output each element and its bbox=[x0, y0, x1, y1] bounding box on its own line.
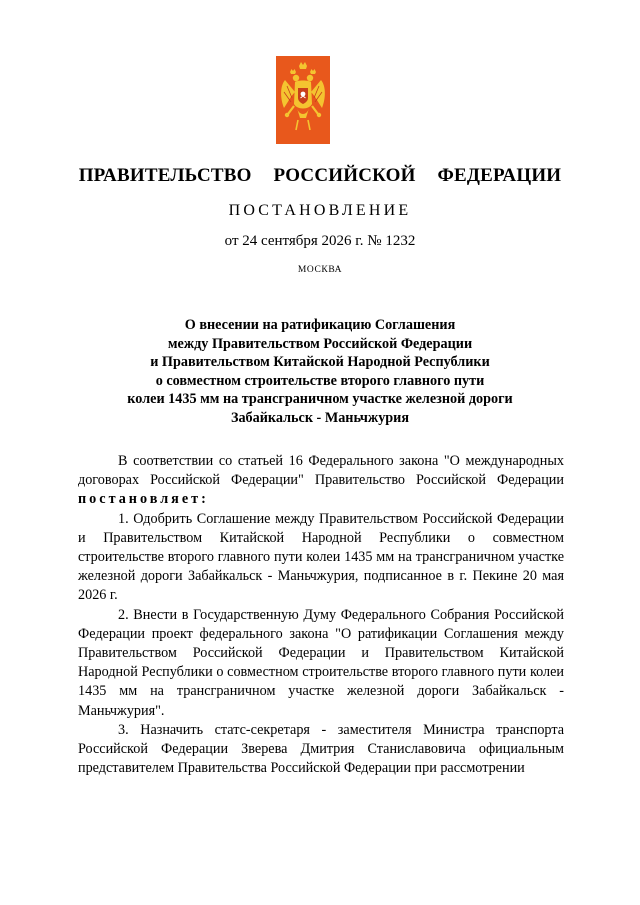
subject-line: колеи 1435 мм на трансграничном участке железной дороги bbox=[127, 391, 513, 407]
subject-line: О внесении на ратификацию Соглашения bbox=[184, 317, 456, 333]
subject-line: о совместном строительстве второго главного пути bbox=[155, 372, 485, 389]
preamble-paragraph bbox=[78, 452, 564, 510]
government-title: ПРАВИТЕЛЬСТВО РОССИЙСКОЙ ФЕДЕРАЦИИ bbox=[78, 165, 562, 186]
subject-line: Забайкальск - Маньчжурия bbox=[230, 409, 410, 426]
preamble-text: В соответствии со статьей 16 Федерального закона "О международных договорах Российской Федерации" Правительство Российской Федерации bbox=[78, 453, 564, 489]
resolution-item-1: 1. Одобрить Соглашение между Правительством Российской Федерации и Правительством Китайской Народной Республики о совместном строительстве второго главного пути колеи 1435 мм на трансграничном участке железной дороги Забайкальск - Маньчжурия, подписанное в г. Пекине 20 мая 2026 г. bbox=[78, 510, 564, 604]
document-subject bbox=[0, 316, 640, 427]
resolves-word: постановляет: bbox=[78, 491, 209, 508]
document-city: МОСКВА bbox=[297, 265, 343, 275]
document-type: ПОСТАНОВЛЕНИЕ bbox=[228, 202, 412, 219]
resolution-item-2: 2. Внести в Государственную Думу Федерального Собрания Российской Федерации проект федерального закона "О ратификации Соглашения между Правительством Российской Федерации и Правительством Китайской Народной Республики о совместном строительстве второго главного пути колеи 1435 мм на трансграничном участке железной дороги Забайкальск - Маньчжурия". bbox=[78, 606, 564, 719]
document-date-number: от 24 сентября 2026 г. № 1232 bbox=[224, 233, 416, 249]
subject-line: и Правительством Китайской Народной Республики bbox=[150, 354, 490, 370]
document-body bbox=[78, 452, 564, 778]
russian-coat-of-arms-icon bbox=[276, 56, 330, 144]
subject-line: между Правительством Российской Федерации bbox=[167, 335, 473, 352]
resolution-item-3: 3. Назначить статс-секретаря - заместителя Министра транспорта Российской Федерации Зверева Дмитрия Станиславовича официальным представителем Правительства Российской Федерации при рассмотрении bbox=[78, 721, 564, 777]
